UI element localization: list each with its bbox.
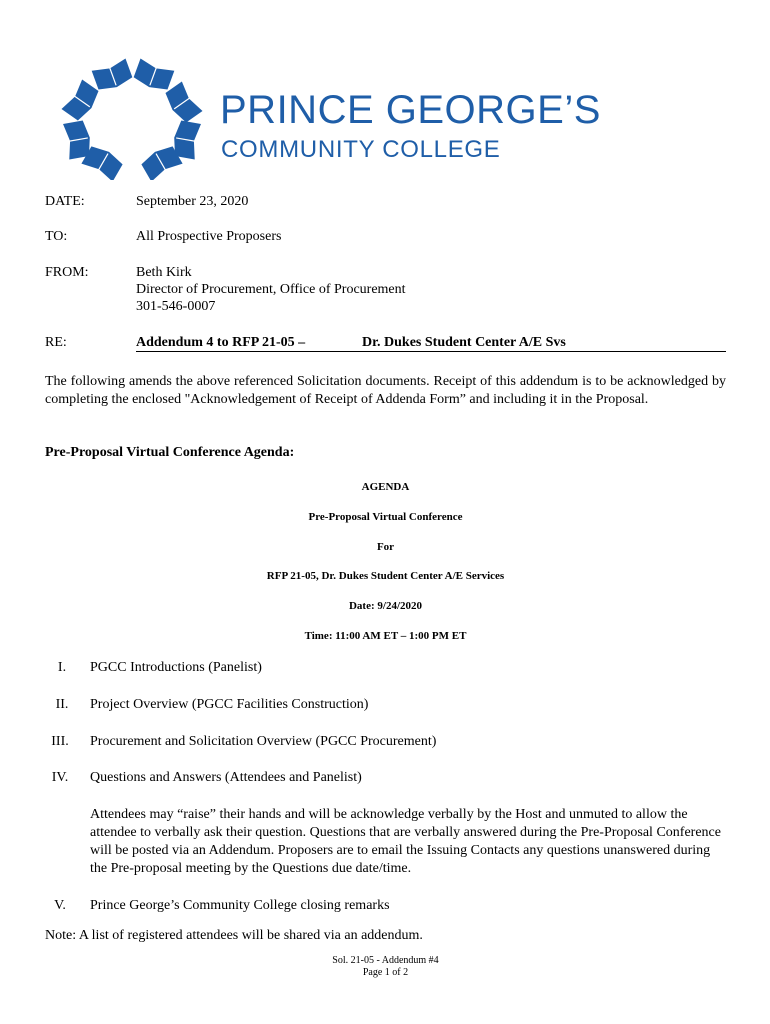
agenda-item-number: II. bbox=[55, 697, 69, 712]
agenda-item: Project Overview (PGCC Facilities Construction) bbox=[90, 697, 369, 712]
agenda-title: AGENDA bbox=[361, 481, 410, 493]
from-phone: 301-546-0007 bbox=[136, 299, 216, 314]
date-label: DATE: bbox=[45, 194, 85, 209]
footer-page-number: Page 1 of 2 bbox=[362, 967, 409, 978]
from-name: Beth Kirk bbox=[136, 265, 192, 280]
agenda-date: Date: 9/24/2020 bbox=[348, 600, 422, 612]
agenda-time: Time: 11:00 AM ET – 1:00 PM ET bbox=[304, 630, 467, 642]
agenda-line-for: For bbox=[376, 541, 395, 553]
attendee-note: Note: A list of registered attendees will be shared via an addendum. bbox=[45, 928, 423, 943]
re-subject-left: Addendum 4 to RFP 21-05 – bbox=[136, 335, 306, 350]
open-books-circle-logo-icon bbox=[58, 56, 208, 180]
section-heading: Pre-Proposal Virtual Conference Agenda: bbox=[45, 445, 295, 460]
to-label: TO: bbox=[45, 229, 68, 244]
footer-solicitation: Sol. 21-05 - Addendum #4 bbox=[332, 955, 439, 966]
agenda-item: PGCC Introductions (Panelist) bbox=[90, 660, 262, 675]
logo-title: PRINCE GEORGE’S bbox=[220, 88, 601, 132]
agenda-line-rfp: RFP 21-05, Dr. Dukes Student Center A/E Services bbox=[266, 570, 505, 582]
re-divider bbox=[136, 351, 726, 352]
agenda-item: Prince George’s Community College closing remarks bbox=[90, 898, 390, 913]
from-label: FROM: bbox=[45, 265, 89, 280]
date-value: September 23, 2020 bbox=[136, 194, 249, 209]
agenda-item-number: IV. bbox=[51, 770, 69, 785]
agenda-item-number: III. bbox=[51, 734, 69, 749]
agenda-item-number: V. bbox=[54, 898, 66, 913]
qa-instructions: Attendees may “raise” their hands and will be acknowledge verbally by the Host and unmuted to allow the attendee to verbally ask their question. Questions that are verbally answered during the Pre-Proposal Conference will be posted via an Addendum. Proposers are to email the Issuing Contacts any questions unanswered during the Pre-proposal meeting by the Questions due date/time. bbox=[90, 807, 721, 876]
agenda-line-conference: Pre-Proposal Virtual Conference bbox=[308, 511, 463, 523]
re-subject-right: Dr. Dukes Student Center A/E Svs bbox=[362, 335, 566, 350]
to-value: All Prospective Proposers bbox=[136, 229, 282, 244]
intro-paragraph: The following amends the above referenced Solicitation documents. Receipt of this addendum is to be acknowledged by completing the enclosed "Acknowledgement of Receipt of Addenda Form” and including it in the Proposal. bbox=[45, 374, 726, 407]
agenda-item: Questions and Answers (Attendees and Panelist) bbox=[90, 770, 362, 785]
agenda-item: Procurement and Solicitation Overview (PGCC Procurement) bbox=[90, 734, 437, 749]
from-title: Director of Procurement, Office of Procurement bbox=[136, 282, 406, 297]
agenda-item-number: I. bbox=[57, 660, 67, 675]
logo-subtitle: COMMUNITY COLLEGE bbox=[221, 136, 501, 163]
re-label: RE: bbox=[45, 335, 67, 350]
